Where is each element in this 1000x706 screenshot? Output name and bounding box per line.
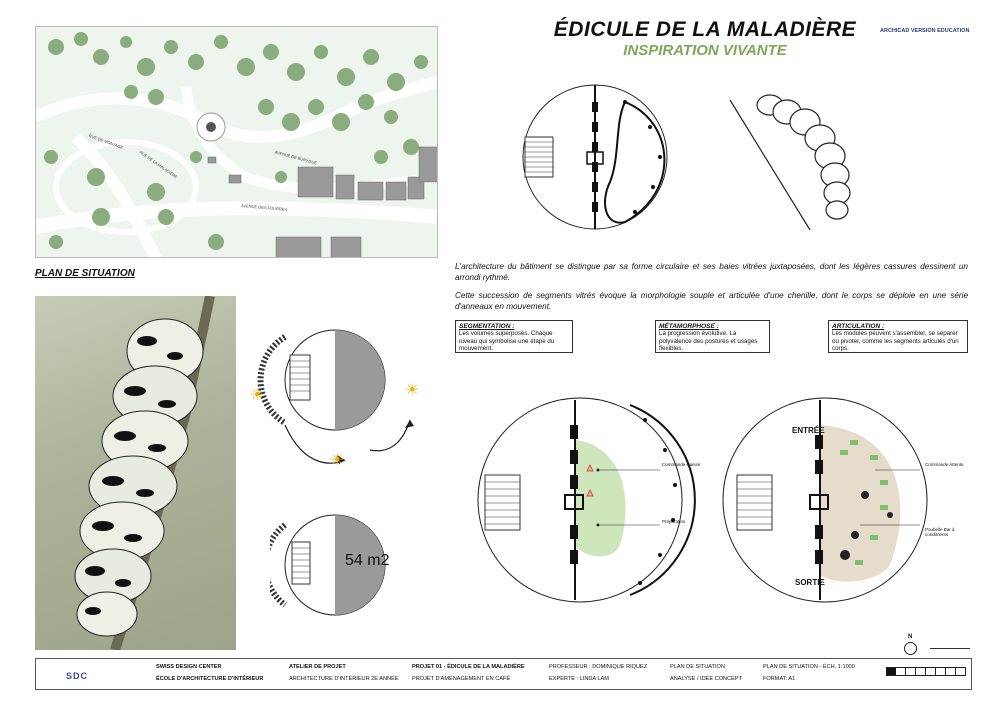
school-type: ÉCOLE D'ARCHITECTURE D'INTÉRIEUR bbox=[156, 676, 264, 682]
plan-situation-label: PLAN DE SITUATION bbox=[35, 268, 135, 279]
situation-map bbox=[35, 26, 438, 258]
north-label: N bbox=[908, 634, 913, 640]
exit-label: SORTIE bbox=[795, 578, 825, 587]
sun-icon: ☀ bbox=[250, 387, 265, 404]
atelier: ATELIER DE PROJET bbox=[289, 664, 346, 670]
concept-box-articulation bbox=[828, 320, 968, 353]
street-label: RUE DE MONTAGE bbox=[88, 132, 124, 151]
scale-bar bbox=[930, 647, 970, 649]
paragraph: Cette succession de segments vitrés évoque la morphologie souple et articulée d'une chenille, dont le corps se déploie en une série d'anneaux en mouvement. bbox=[455, 291, 968, 311]
expert: EXPERTE : LINDA LAM bbox=[549, 676, 609, 682]
title-block bbox=[35, 658, 972, 690]
plan-annotation: Poubelle Bar à condiments bbox=[925, 527, 955, 537]
plan-annotation: Commande Caissé bbox=[662, 462, 701, 467]
school-logo: SDC bbox=[66, 671, 89, 681]
concept-title: SEGMENTATION : bbox=[459, 323, 515, 330]
project-type: PROJET D'AMÉNAGEMENT EN CAFÉ bbox=[412, 676, 511, 682]
caterpillar-image bbox=[35, 296, 236, 650]
street-label: AVENUE DE BURYGUE bbox=[274, 149, 318, 166]
caterpillar-sketch bbox=[725, 80, 865, 235]
page-subtitle: INSPIRATION VIVANTE bbox=[623, 42, 787, 59]
scale: PLAN DE SITUATION - ÉCH. 1:1000 bbox=[763, 664, 855, 670]
concept-box-segmentation bbox=[455, 320, 573, 353]
year: ARCHITECTURE D'INTÉRIEUR 2E ANNÉE bbox=[289, 676, 399, 682]
area-label: 54 m2 bbox=[345, 552, 390, 569]
concept-text: Les volumes superposés. Chaque niveau qui symbolise une étape du mouvement. bbox=[459, 330, 555, 353]
entry-label: ENTRÉE bbox=[792, 426, 825, 435]
street-label: RUE DE LA MALADIÈRE bbox=[138, 149, 179, 180]
concept-title: ARTICULATION : bbox=[832, 323, 885, 330]
sun-icon: ☀ bbox=[330, 452, 345, 469]
phase: ANALYSE / IDÉE CONCEPT bbox=[670, 676, 743, 682]
street-label: AVENUE DES FOURRES bbox=[240, 202, 288, 213]
edition-label: ARCHICAD VERSION EDUCATION bbox=[880, 28, 970, 34]
project: PROJET 01 - ÉDICULE DE LA MALADIÈRE bbox=[412, 664, 525, 670]
sun-icon: ☀ bbox=[405, 382, 420, 399]
paragraph: L'architecture du bâtiment se distingue par sa forme circulaire et ses baies vitrées juxtaposées, dont les légères cassures dessinent un arrondi rythmé. bbox=[455, 262, 968, 282]
concept-box-metamorphose bbox=[655, 320, 770, 353]
concept-plan bbox=[505, 82, 685, 237]
concept-text: Les modules peuvent s'assembler, se séparer ou pivoter, comme les segments articulés d'un corps. bbox=[832, 330, 959, 353]
professor: PROFESSEUR : DOMINIQUE RIQUEZ bbox=[549, 664, 648, 670]
school-name: SWISS DESIGN CENTER bbox=[156, 664, 222, 670]
concept-text: La progression évolutive. La polyvalence des postures et usages flexibles. bbox=[659, 330, 758, 353]
orientation-diagram bbox=[245, 325, 445, 480]
plan-annotation: Commande Attente bbox=[925, 462, 964, 467]
map-drawing bbox=[36, 27, 438, 258]
north-arrow-icon bbox=[904, 642, 917, 655]
format: FORMAT: A1 bbox=[763, 676, 796, 682]
floor-plan-left bbox=[460, 395, 700, 610]
sheet: PLAN DE SITUATION bbox=[670, 664, 725, 670]
caterpillar-photo bbox=[35, 296, 236, 650]
floor-plan-right bbox=[715, 395, 935, 610]
page-title: ÉDICULE DE LA MALADIÈRE bbox=[553, 18, 857, 41]
plan-annotation: Préparation bbox=[662, 519, 686, 524]
concept-title: MÉTAMORPHOSE : bbox=[659, 323, 719, 330]
scale-strip bbox=[886, 667, 966, 676]
